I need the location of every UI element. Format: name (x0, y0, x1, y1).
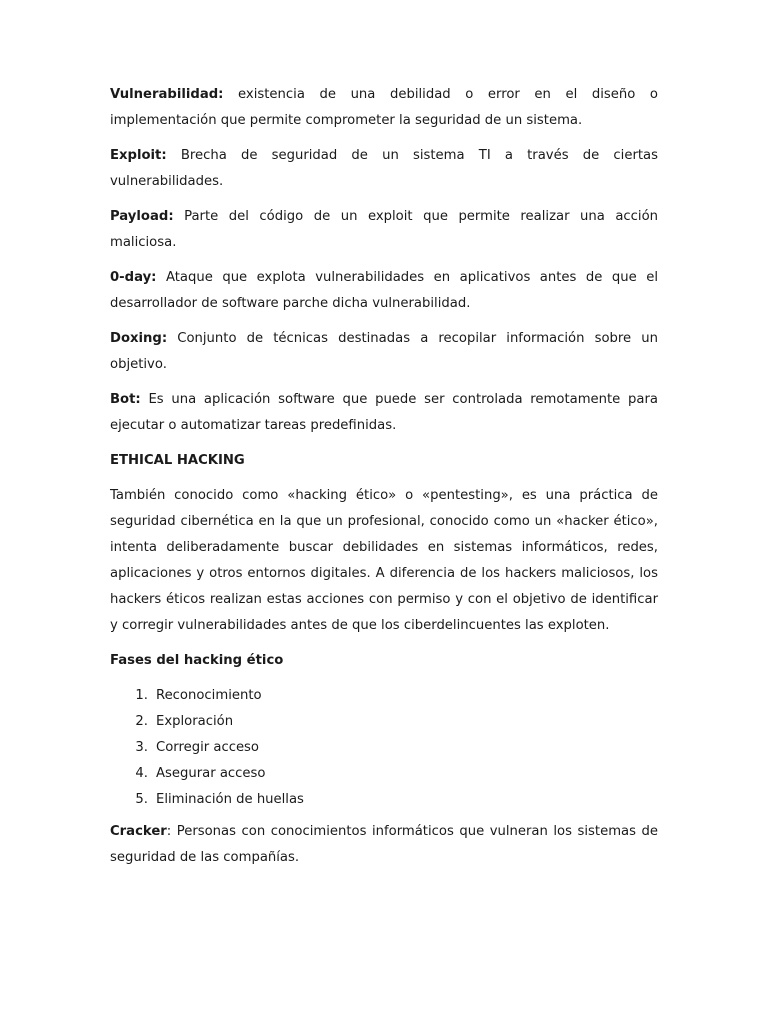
list-item-number: 3. (135, 740, 148, 755)
definition-text: Conjunto de técnicas destinadas a recopilar información sobre un objetivo. (110, 331, 658, 372)
list-item-number: 1. (135, 688, 148, 703)
list-item (110, 761, 658, 787)
definition-doxing (110, 326, 658, 378)
list-item (110, 735, 658, 761)
list-item (110, 787, 658, 813)
list-item (110, 683, 658, 709)
list-item-label: Asegurar acceso (156, 766, 266, 781)
definition-text: Es una aplicación software que puede ser controlada remotamente para ejecutar o automatizar tareas predefinidas. (110, 392, 658, 433)
list-item-label: Exploración (156, 714, 234, 729)
list-item-number: 5. (135, 792, 148, 807)
definition-term: Cracker (110, 824, 167, 839)
definition-term: 0-day: (110, 270, 157, 285)
definition-cracker (110, 819, 658, 871)
definition-vulnerabilidad (110, 82, 658, 134)
list-item-label: Corregir acceso (156, 740, 259, 755)
phases-list (110, 683, 658, 813)
list-item-label: Reconocimiento (156, 688, 262, 703)
definition-term: Exploit: (110, 148, 167, 163)
list-item (110, 709, 658, 735)
list-item-label: Eliminación de huellas (156, 792, 304, 807)
definition-payload (110, 204, 658, 256)
definition-term: Vulnerabilidad: (110, 87, 224, 102)
list-item-number: 2. (135, 714, 148, 729)
definition-term: Payload: (110, 209, 174, 224)
phases-heading: Fases del hacking ético (110, 653, 284, 668)
definition-text: existencia de una debilidad o error en el diseño o implementación que permite comprometer la seguridad de un sistema. (110, 87, 658, 128)
definition-text: Parte del código de un exploit que permite realizar una acción maliciosa. (110, 209, 658, 250)
definition-0-day (110, 265, 658, 317)
definition-term: Bot: (110, 392, 141, 407)
definition-term: Doxing: (110, 331, 168, 346)
definition-text: : Personas con conocimientos informáticos que vulneran los sistemas de seguridad de las compañías. (110, 824, 658, 865)
document-page (110, 82, 658, 880)
definition-text: Ataque que explota vulnerabilidades en aplicativos antes de que el desarrollador de software parche dicha vulnerabilidad. (110, 270, 658, 311)
definition-bot (110, 387, 658, 439)
definition-text: Brecha de seguridad de un sistema TI a través de ciertas vulnerabilidades. (110, 148, 658, 189)
list-item-number: 4. (135, 766, 148, 781)
section-heading: ETHICAL HACKING (110, 453, 245, 468)
definition-exploit (110, 143, 658, 195)
section-paragraph: También conocido como «hacking ético» o «pentesting», es una práctica de seguridad cibernética en la que un profesional, conocido como un «hacker ético», intenta deliberadamente buscar debilidades en sistemas informáticos, redes, aplicaciones y otros entornos digitales. A diferencia de los hackers maliciosos, los hackers éticos realizan estas acciones con permiso y con el objetivo de identificar y corregir vulnerabilidades antes de que los ciberdelincuentes las exploten. (110, 488, 658, 633)
